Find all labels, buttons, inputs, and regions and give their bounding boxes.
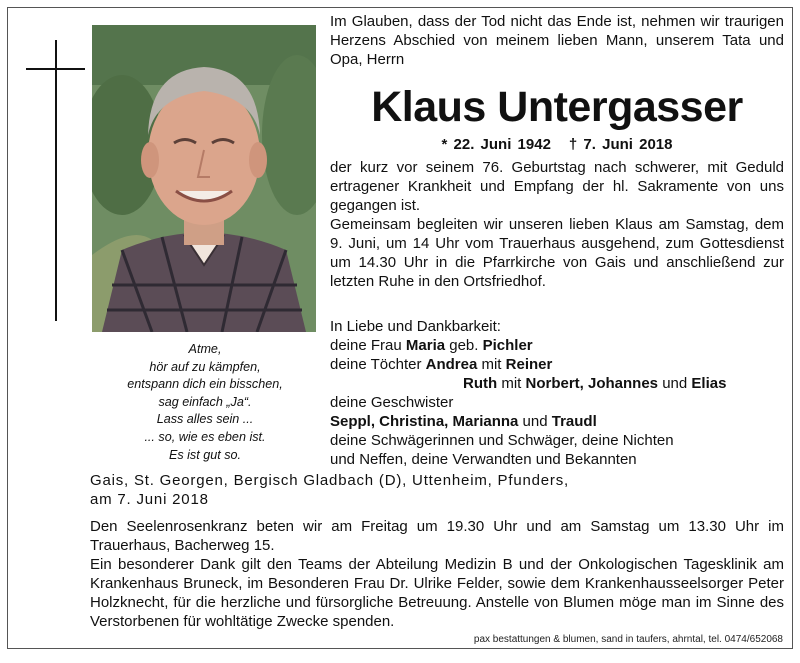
death-date: † 7. Juni 2018 bbox=[568, 136, 673, 153]
poem-line: hör auf zu kämpfen, bbox=[149, 359, 261, 374]
funeral-text: Gemeinsam begleiten wir unseren lieben Klaus am Samstag, dem 9. Juni, um 14 Uhr vom Trauerhaus ausgehend, zum Gottesdienst um 14.30 Uhr in die Pfarrkirche von Gais und anschließend zur letzten Ruhe in den Ortsfriedhof. bbox=[330, 216, 784, 290]
poem-line: ... so, wie es eben ist. bbox=[144, 429, 266, 444]
poem-line: Es ist gut so. bbox=[168, 447, 242, 462]
family-wife: deine Frau Maria geb. Pichler bbox=[330, 337, 533, 354]
intro-text: Im Glauben, dass der Tod nicht das Ende ist, nehmen wir traurigen Herzens Abschied von meinem lieben Mann, unserem Tata und Opa, Herrn bbox=[330, 13, 784, 68]
poem-line: Lass alles sein ... bbox=[156, 412, 254, 427]
funeral-home-credit: pax bestattungen & blumen, sand in taufers, ahrntal, tel. 0474/652068 bbox=[473, 634, 783, 645]
date-line: am 7. Juni 2018 bbox=[90, 491, 209, 508]
life-dates bbox=[330, 136, 784, 153]
places-and-date bbox=[90, 471, 784, 509]
birth-date: * 22. Juni 1942 bbox=[441, 136, 551, 153]
family-inlaws: deine Schwägerinnen und Schwäger, deine Nichten bbox=[330, 432, 674, 449]
deceased-name: Klaus Untergasser bbox=[371, 83, 743, 131]
cross-icon-bar bbox=[26, 68, 85, 70]
rosary-text: Den Seelenrosenkranz beten wir am Freitag um 19.30 Uhr und am Samstag um 13.30 Uhr im Trauerhaus, Bacherweg 15. bbox=[90, 518, 784, 554]
family-relatives: und Neffen, deine Verwandten und Bekannten bbox=[330, 451, 637, 468]
portrait-photo bbox=[92, 25, 316, 332]
passing-text: der kurz vor seinem 76. Geburtstag nach schwerer, mit Geduld ertragener Krankheit und Empfang der hl. Sakramente von uns gegangen ist. bbox=[330, 159, 784, 214]
places-line: Gais, St. Georgen, Bergisch Gladbach (D), Uttenheim, Pfunders, bbox=[90, 472, 569, 489]
obituary-notice bbox=[7, 7, 793, 649]
family-daughter-1: deine Töchter Andrea mit Reiner bbox=[330, 356, 553, 373]
poem-line: sag einfach „Ja“. bbox=[158, 394, 252, 409]
poem-line: Atme, bbox=[188, 342, 222, 356]
family-siblings: Seppl, Christina, Marianna und Traudl bbox=[330, 413, 597, 430]
family-list bbox=[330, 317, 784, 469]
family-daughter-2: Ruth mit Norbert, Johannes und Elias bbox=[463, 375, 727, 392]
portrait-illustration bbox=[92, 25, 316, 332]
poem bbox=[104, 341, 306, 464]
thanks-text: Ein besonderer Dank gilt den Teams der Abteilung Medizin B und der Onkologischen Tagesklinik am Krankenhaus Bruneck, im Besonderen Frau Dr. Ulrike Felder, sowie dem Krankenhausseelsorger Peter Holzknecht, für die herzliche und fürsorgliche Betreuung. Anstelle von Blumen möge man im Sinne des Verstorbenen für wohltätige Zwecke spenden. bbox=[90, 556, 784, 630]
family-siblings-label: deine Geschwister bbox=[330, 394, 454, 411]
poem-line: entspann dich ein bisschen, bbox=[127, 377, 283, 392]
family-opening: In Liebe und Dankbarkeit: bbox=[330, 318, 501, 335]
cross-icon bbox=[55, 40, 57, 321]
